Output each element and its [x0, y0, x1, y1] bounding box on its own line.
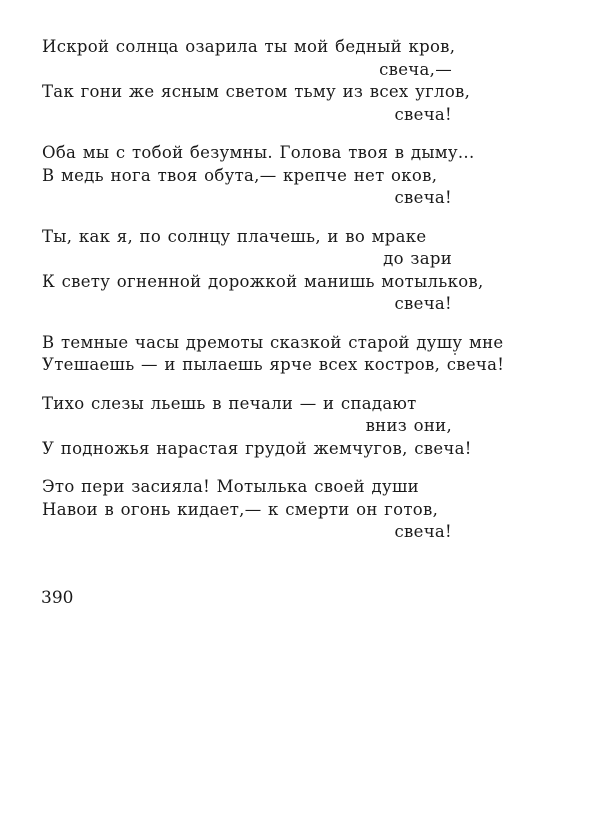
poem-line: В темные часы дремоты сказкой старой душу мне	[42, 332, 504, 352]
poem-line: Это пери засияла! Мотылька своей души	[42, 477, 419, 496]
stanza	[42, 332, 505, 377]
poem-line: свеча!	[394, 522, 452, 541]
poem-line: вниз они,	[365, 416, 452, 435]
poem-line: Оба мы с тобой безумны. Голова твоя в дыму...	[42, 143, 475, 162]
poem-line: свеча!	[394, 188, 452, 207]
poem-line: Так гони же ясным светом тьму из всех углов,	[42, 82, 471, 101]
poem-line: Навои в огонь кидает,— к смерти он готов,	[42, 499, 439, 519]
page-number: 390	[41, 588, 74, 608]
poem-line: Утешаешь — и пылаешь ярче всех костров, свеча!	[42, 355, 505, 374]
stanza	[42, 36, 471, 126]
poem-line: до зари	[383, 249, 452, 268]
stanza	[42, 142, 475, 210]
poem-body	[42, 36, 505, 560]
poem-line: К свету огненной дорожкой манишь мотыльков,	[42, 271, 484, 291]
poem-line: Искрой солнца озарила ты мой бедный кров,	[42, 37, 456, 56]
stanza	[42, 476, 452, 544]
poem-line: свеча!	[394, 104, 452, 124]
poem-line: свеча!	[394, 294, 452, 313]
poem-line: У подножья нарастая грудой жемчугов, свеча!	[42, 438, 472, 458]
stanza	[42, 393, 472, 461]
poem-line: свеча,—	[379, 59, 452, 79]
poem-line: В медь нога твоя обута,— крепче нет оков,	[42, 165, 438, 185]
print-speck	[454, 353, 456, 355]
stanza	[42, 226, 484, 316]
poem-line: Ты, как я, по солнцу плачешь, и во мраке	[42, 226, 427, 246]
poem-line: Тихо слезы льешь в печали — и спадают	[42, 393, 417, 413]
